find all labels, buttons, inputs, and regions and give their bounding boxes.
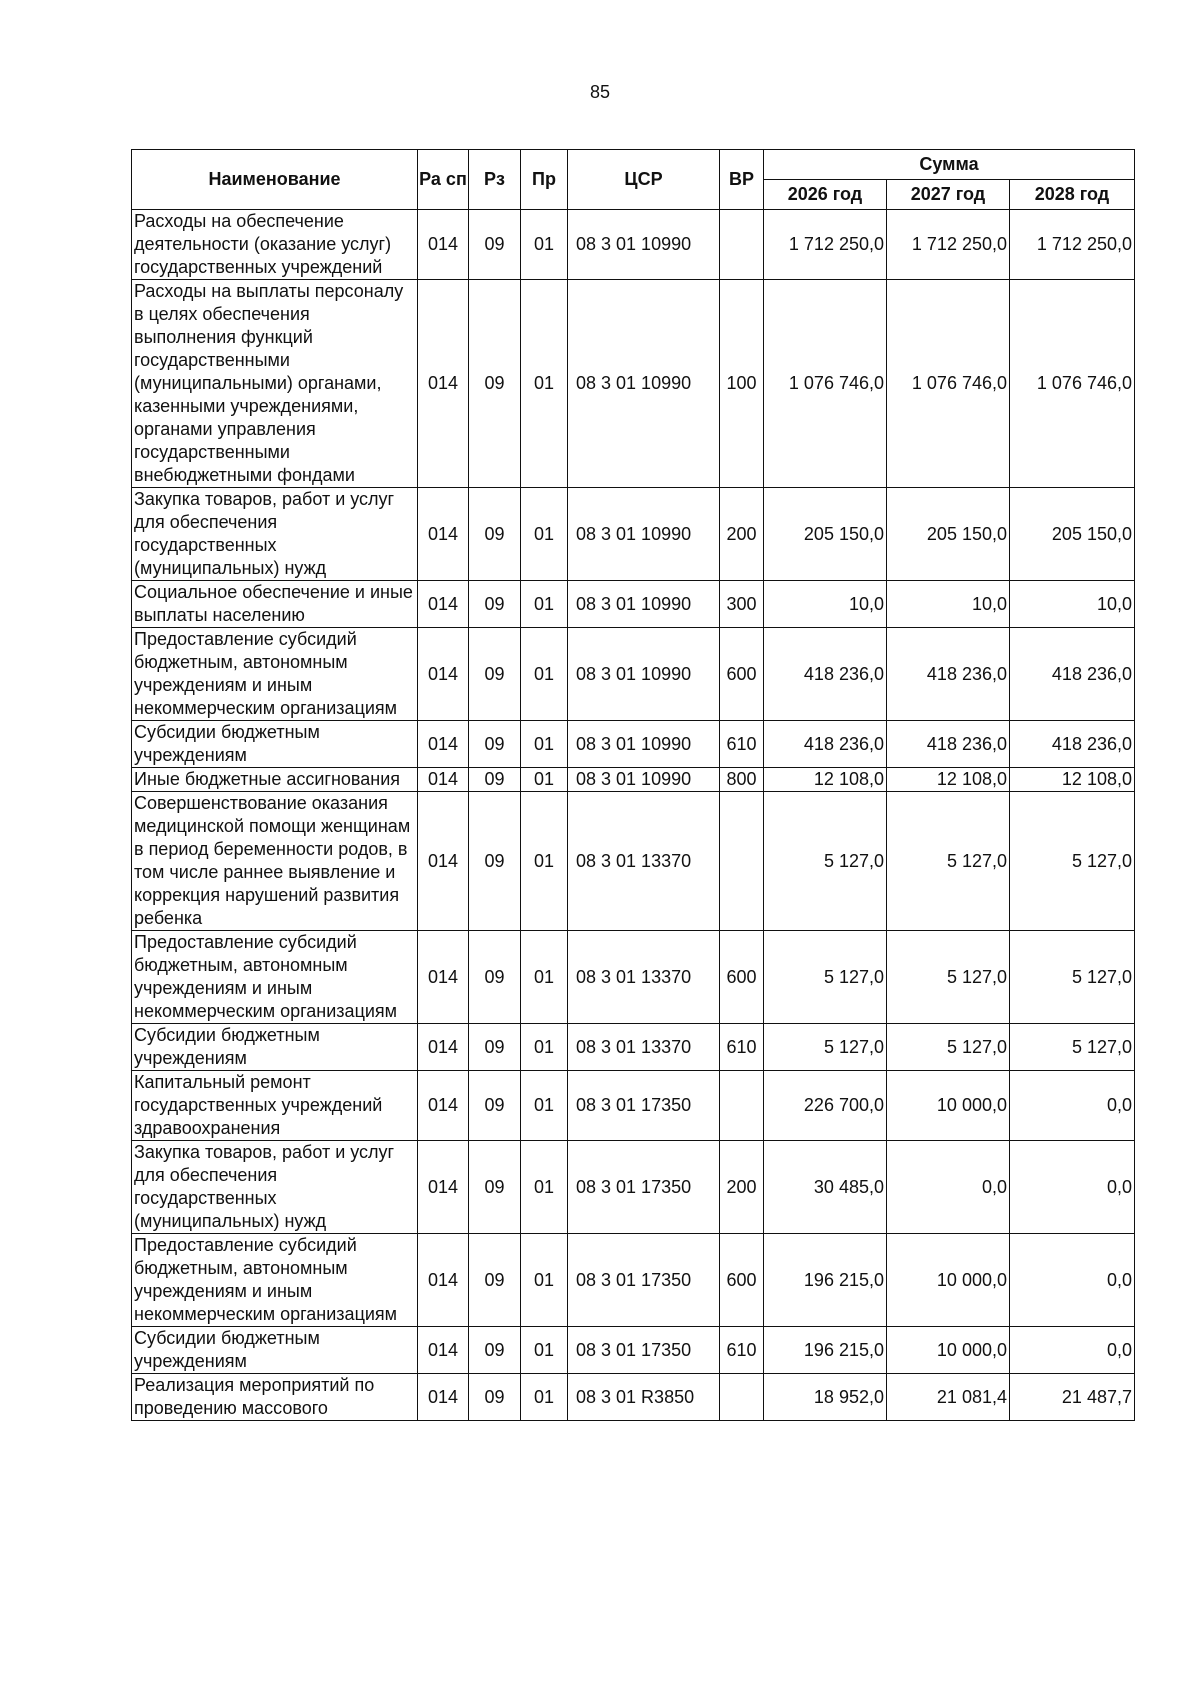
cell-pr: 01 xyxy=(521,1141,568,1234)
cell-pr: 01 xyxy=(521,931,568,1024)
table-row xyxy=(132,1234,1135,1327)
cell-rz: 09 xyxy=(469,1024,521,1071)
cell-sum-2027: 1 712 250,0 xyxy=(887,210,1010,280)
cell-rz: 09 xyxy=(469,792,521,931)
table-row xyxy=(132,721,1135,768)
cell-sum-2026: 196 215,0 xyxy=(764,1234,887,1327)
header-pr: Пр xyxy=(521,150,568,210)
page-number: 85 xyxy=(589,82,611,102)
cell-name: Капитальный ремонт государственных учреждений здравоохранения xyxy=(132,1071,418,1141)
cell-rasp: 014 xyxy=(418,1141,469,1234)
cell-rz: 09 xyxy=(469,1141,521,1234)
cell-rz: 09 xyxy=(469,768,521,792)
cell-sum-2027: 418 236,0 xyxy=(887,721,1010,768)
cell-name: Социальное обеспечение и иные выплаты населению xyxy=(132,581,418,628)
cell-sum-2026: 196 215,0 xyxy=(764,1327,887,1374)
cell-rasp: 014 xyxy=(418,1071,469,1141)
table-row xyxy=(132,1024,1135,1071)
header-year-2027: 2027 год xyxy=(887,180,1010,210)
cell-rasp: 014 xyxy=(418,721,469,768)
cell-sum-2026: 12 108,0 xyxy=(764,768,887,792)
cell-pr: 01 xyxy=(521,1024,568,1071)
cell-vr: 200 xyxy=(720,1141,764,1234)
cell-rz: 09 xyxy=(469,1071,521,1141)
table-row xyxy=(132,280,1135,488)
cell-rz: 09 xyxy=(469,931,521,1024)
cell-vr: 610 xyxy=(720,721,764,768)
cell-csr: 08 3 01 10990 xyxy=(568,280,720,488)
cell-pr: 01 xyxy=(521,1327,568,1374)
cell-pr: 01 xyxy=(521,488,568,581)
table-row xyxy=(132,488,1135,581)
cell-sum-2028: 0,0 xyxy=(1010,1071,1135,1141)
cell-rasp: 014 xyxy=(418,210,469,280)
cell-name: Субсидии бюджетным учреждениям xyxy=(132,1024,418,1071)
table-row xyxy=(132,768,1135,792)
cell-rz: 09 xyxy=(469,1234,521,1327)
cell-csr: 08 3 01 13370 xyxy=(568,792,720,931)
cell-pr: 01 xyxy=(521,628,568,721)
cell-sum-2028: 5 127,0 xyxy=(1010,931,1135,1024)
budget-table xyxy=(131,149,1135,1421)
cell-sum-2026: 205 150,0 xyxy=(764,488,887,581)
cell-vr: 200 xyxy=(720,488,764,581)
cell-sum-2026: 5 127,0 xyxy=(764,1024,887,1071)
cell-csr: 08 3 01 10990 xyxy=(568,581,720,628)
cell-sum-2027: 10 000,0 xyxy=(887,1234,1010,1327)
cell-sum-2027: 205 150,0 xyxy=(887,488,1010,581)
table-row xyxy=(132,1141,1135,1234)
cell-sum-2028: 418 236,0 xyxy=(1010,628,1135,721)
header-csr: ЦСР xyxy=(568,150,720,210)
cell-name: Субсидии бюджетным учреждениям xyxy=(132,721,418,768)
header-rz: Рз xyxy=(469,150,521,210)
cell-rasp: 014 xyxy=(418,628,469,721)
header-rasp: Ра сп xyxy=(418,150,469,210)
cell-sum-2028: 5 127,0 xyxy=(1010,1024,1135,1071)
cell-csr: 08 3 01 13370 xyxy=(568,931,720,1024)
cell-pr: 01 xyxy=(521,721,568,768)
cell-csr: 08 3 01 10990 xyxy=(568,628,720,721)
cell-vr xyxy=(720,792,764,931)
table-row xyxy=(132,792,1135,931)
cell-sum-2027: 12 108,0 xyxy=(887,768,1010,792)
cell-sum-2026: 418 236,0 xyxy=(764,721,887,768)
cell-rz: 09 xyxy=(469,721,521,768)
cell-rasp: 014 xyxy=(418,1234,469,1327)
cell-name: Закупка товаров, работ и услуг для обеспечения государственных (муниципальных) нужд xyxy=(132,488,418,581)
header-sum: Сумма xyxy=(764,150,1135,180)
cell-pr: 01 xyxy=(521,768,568,792)
cell-rasp: 014 xyxy=(418,1024,469,1071)
cell-vr xyxy=(720,210,764,280)
cell-sum-2027: 5 127,0 xyxy=(887,1024,1010,1071)
cell-vr: 600 xyxy=(720,931,764,1024)
cell-rz: 09 xyxy=(469,488,521,581)
table-row xyxy=(132,628,1135,721)
cell-pr: 01 xyxy=(521,1234,568,1327)
cell-rasp: 014 xyxy=(418,280,469,488)
cell-rasp: 014 xyxy=(418,488,469,581)
cell-sum-2027: 5 127,0 xyxy=(887,792,1010,931)
cell-csr: 08 3 01 17350 xyxy=(568,1234,720,1327)
cell-name: Закупка товаров, работ и услуг для обеспечения государственных (муниципальных) нужд xyxy=(132,1141,418,1234)
cell-name: Предоставление субсидий бюджетным, автономным учреждениям и иным некоммерческим организациям xyxy=(132,931,418,1024)
cell-sum-2028: 0,0 xyxy=(1010,1327,1135,1374)
cell-sum-2026: 30 485,0 xyxy=(764,1141,887,1234)
cell-sum-2028: 0,0 xyxy=(1010,1141,1135,1234)
cell-vr: 600 xyxy=(720,628,764,721)
cell-sum-2026: 1 712 250,0 xyxy=(764,210,887,280)
cell-sum-2027: 10 000,0 xyxy=(887,1071,1010,1141)
cell-rz: 09 xyxy=(469,1374,521,1421)
cell-csr: 08 3 01 13370 xyxy=(568,1024,720,1071)
cell-name: Расходы на обеспечение деятельности (оказание услуг) государственных учреждений xyxy=(132,210,418,280)
cell-sum-2028: 418 236,0 xyxy=(1010,721,1135,768)
cell-rz: 09 xyxy=(469,1327,521,1374)
cell-csr: 08 3 01 17350 xyxy=(568,1141,720,1234)
cell-pr: 01 xyxy=(521,280,568,488)
table-header xyxy=(132,150,1135,210)
cell-name: Иные бюджетные ассигнования xyxy=(132,768,418,792)
header-name: Наименование xyxy=(132,150,418,210)
cell-pr: 01 xyxy=(521,1071,568,1141)
cell-sum-2026: 18 952,0 xyxy=(764,1374,887,1421)
cell-sum-2028: 1 076 746,0 xyxy=(1010,280,1135,488)
cell-name: Совершенствование оказания медицинской помощи женщинам в период беременности родов, в том числе раннее выявление и коррекция нарушений развития ребенка xyxy=(132,792,418,931)
cell-csr: 08 3 01 10990 xyxy=(568,210,720,280)
table-row xyxy=(132,210,1135,280)
cell-pr: 01 xyxy=(521,581,568,628)
cell-pr: 01 xyxy=(521,792,568,931)
cell-sum-2027: 418 236,0 xyxy=(887,628,1010,721)
cell-rasp: 014 xyxy=(418,768,469,792)
cell-name: Субсидии бюджетным учреждениям xyxy=(132,1327,418,1374)
cell-vr: 610 xyxy=(720,1327,764,1374)
cell-csr: 08 3 01 10990 xyxy=(568,721,720,768)
cell-csr: 08 3 01 10990 xyxy=(568,768,720,792)
cell-vr: 610 xyxy=(720,1024,764,1071)
cell-rasp: 014 xyxy=(418,931,469,1024)
cell-sum-2027: 1 076 746,0 xyxy=(887,280,1010,488)
cell-sum-2027: 10,0 xyxy=(887,581,1010,628)
cell-rasp: 014 xyxy=(418,1327,469,1374)
table-body xyxy=(132,210,1135,1421)
table-row xyxy=(132,1071,1135,1141)
header-year-2028: 2028 год xyxy=(1010,180,1135,210)
header-year-2026: 2026 год xyxy=(764,180,887,210)
cell-csr: 08 3 01 R3850 xyxy=(568,1374,720,1421)
cell-vr: 100 xyxy=(720,280,764,488)
table-row xyxy=(132,1374,1135,1421)
cell-sum-2026: 418 236,0 xyxy=(764,628,887,721)
cell-vr: 800 xyxy=(720,768,764,792)
cell-csr: 08 3 01 10990 xyxy=(568,488,720,581)
cell-vr xyxy=(720,1374,764,1421)
cell-sum-2026: 1 076 746,0 xyxy=(764,280,887,488)
cell-vr: 300 xyxy=(720,581,764,628)
cell-sum-2027: 10 000,0 xyxy=(887,1327,1010,1374)
cell-name: Расходы на выплаты персоналу в целях обеспечения выполнения функций государственными (муниципальными) органами, казенными учреждениями, органами управления государственными внебюджетными фондами xyxy=(132,280,418,488)
header-vr: ВР xyxy=(720,150,764,210)
cell-pr: 01 xyxy=(521,210,568,280)
cell-sum-2026: 226 700,0 xyxy=(764,1071,887,1141)
cell-name: Предоставление субсидий бюджетным, автономным учреждениям и иным некоммерческим организациям xyxy=(132,1234,418,1327)
table-row xyxy=(132,581,1135,628)
table-row xyxy=(132,1327,1135,1374)
cell-sum-2026: 5 127,0 xyxy=(764,792,887,931)
cell-sum-2028: 0,0 xyxy=(1010,1234,1135,1327)
cell-sum-2028: 10,0 xyxy=(1010,581,1135,628)
cell-pr: 01 xyxy=(521,1374,568,1421)
table-row xyxy=(132,931,1135,1024)
cell-rasp: 014 xyxy=(418,581,469,628)
cell-sum-2028: 205 150,0 xyxy=(1010,488,1135,581)
cell-rz: 09 xyxy=(469,581,521,628)
cell-rasp: 014 xyxy=(418,792,469,931)
cell-sum-2028: 21 487,7 xyxy=(1010,1374,1135,1421)
cell-sum-2027: 5 127,0 xyxy=(887,931,1010,1024)
cell-vr: 600 xyxy=(720,1234,764,1327)
cell-rasp: 014 xyxy=(418,1374,469,1421)
cell-sum-2028: 5 127,0 xyxy=(1010,792,1135,931)
cell-sum-2027: 21 081,4 xyxy=(887,1374,1010,1421)
cell-rz: 09 xyxy=(469,210,521,280)
cell-sum-2026: 10,0 xyxy=(764,581,887,628)
cell-rz: 09 xyxy=(469,280,521,488)
cell-sum-2026: 5 127,0 xyxy=(764,931,887,1024)
cell-csr: 08 3 01 17350 xyxy=(568,1071,720,1141)
cell-name: Реализация мероприятий по проведению массового xyxy=(132,1374,418,1421)
cell-sum-2028: 1 712 250,0 xyxy=(1010,210,1135,280)
cell-csr: 08 3 01 17350 xyxy=(568,1327,720,1374)
cell-vr xyxy=(720,1071,764,1141)
cell-rz: 09 xyxy=(469,628,521,721)
cell-name: Предоставление субсидий бюджетным, автономным учреждениям и иным некоммерческим организациям xyxy=(132,628,418,721)
cell-sum-2027: 0,0 xyxy=(887,1141,1010,1234)
cell-sum-2028: 12 108,0 xyxy=(1010,768,1135,792)
